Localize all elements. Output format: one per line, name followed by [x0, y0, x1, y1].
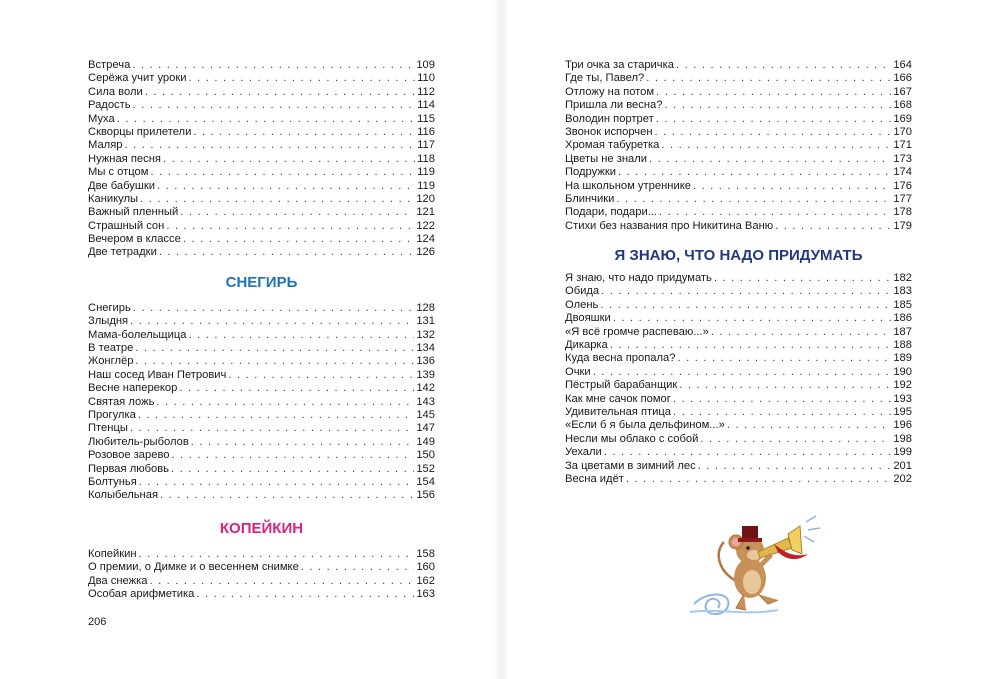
toc-leader-dots: [193, 126, 415, 139]
toc-leader-dots: [149, 575, 414, 588]
toc-entry-title: Цветы не знали: [565, 152, 648, 165]
toc-entry-title: Пришла ли весна?: [565, 99, 663, 112]
toc-entry-title: Копейкин: [88, 547, 137, 560]
toc-entry-title: Важный пленный: [88, 206, 179, 219]
toc-entry-page: 147: [416, 422, 435, 435]
toc-leader-dots: [138, 409, 415, 422]
toc-leader-dots: [626, 473, 891, 486]
toc-leader-dots: [157, 180, 415, 193]
toc-leader-dots: [649, 153, 891, 166]
toc-entry-title: Прогулка: [88, 408, 136, 421]
toc-entry-page: 167: [893, 85, 912, 98]
toc-entry-title: Сила воли: [88, 85, 143, 98]
toc-leader-dots: [166, 220, 414, 233]
toc-leader-dots: [700, 433, 891, 446]
toc-entry-page: 183: [893, 285, 912, 298]
toc-entry-title: Блинчики: [565, 192, 615, 205]
toc-entry: [88, 315, 435, 328]
toc-entry-title: Мы с отцом: [88, 166, 149, 179]
toc-entry: [88, 449, 435, 462]
toc-entry-page: 116: [417, 125, 435, 138]
toc-entry: [88, 355, 435, 368]
toc-entry-title: В театре: [88, 342, 134, 355]
toc-entry-title: Маляр: [88, 139, 123, 152]
toc-entry-page: 152: [416, 462, 435, 475]
toc-entry: [565, 299, 912, 312]
toc-entry-page: 128: [416, 301, 435, 314]
toc-entry-title: Обида: [565, 285, 600, 298]
toc-entry-title: Злыдня: [88, 315, 129, 328]
toc-entry: [88, 575, 435, 588]
section-heading-snegir: СНЕГИРЬ: [225, 273, 298, 291]
toc-leader-dots: [196, 588, 414, 601]
toc-list-right-2: [565, 272, 912, 486]
toc-leader-dots: [618, 166, 891, 179]
toc-leader-dots: [132, 59, 414, 72]
toc-entry-title: Святая ложь: [88, 395, 155, 408]
toc-entry-title: Нужная песня: [88, 152, 161, 165]
toc-entry-page: 122: [416, 219, 435, 232]
toc-entry: [565, 406, 912, 419]
toc-entry-title: На школьном утреннике: [565, 179, 691, 192]
toc-entry-page: 198: [893, 432, 912, 445]
toc-entry-title: Особая арифметика: [88, 587, 195, 600]
toc-entry-title: Как мне сачок помог: [565, 392, 671, 405]
toc-entry: [565, 393, 912, 406]
toc-entry-page: 164: [893, 59, 912, 71]
toc-leader-dots: [646, 72, 891, 85]
toc-entry-title: Володин портрет: [565, 112, 654, 125]
toc-entry: [88, 342, 435, 355]
toc-entry-page: 121: [416, 206, 435, 219]
toc-entry-page: 174: [893, 166, 912, 179]
toc-entry-page: 114: [417, 99, 435, 112]
toc-entry-page: 163: [416, 587, 435, 600]
toc-entry-page: 193: [893, 392, 912, 405]
toc-leader-dots: [135, 355, 414, 368]
toc-leader-dots: [665, 99, 892, 112]
toc-entry: [565, 220, 912, 233]
toc-leader-dots: [678, 352, 892, 365]
toc-leader-dots: [610, 339, 892, 352]
toc-entry: [565, 59, 912, 72]
toc-entry: [88, 99, 435, 112]
toc-leader-dots: [139, 476, 415, 489]
toc-entry-page: 139: [416, 368, 435, 381]
toc-list-right-1: [565, 59, 912, 233]
toc-leader-dots: [659, 206, 891, 219]
toc-leader-dots: [139, 548, 415, 561]
toc-leader-dots: [163, 153, 415, 166]
toc-entry: [88, 409, 435, 422]
toc-entry: [88, 233, 435, 246]
toc-leader-dots: [160, 489, 414, 502]
toc-entry: [88, 206, 435, 219]
toc-entry-title: Первая любовь: [88, 462, 170, 475]
toc-entry: [565, 433, 912, 446]
toc-entry: [565, 139, 912, 152]
toc-entry-title: Болтунья: [88, 475, 137, 488]
toc-entry-page: 190: [893, 365, 912, 378]
toc-entry-page: 192: [893, 379, 912, 392]
toc-entry-page: 154: [416, 475, 435, 488]
toc-entry-title: Олень: [565, 298, 599, 311]
toc-entry: [565, 326, 912, 339]
toc-entry: [88, 436, 435, 449]
toc-entry: [565, 126, 912, 139]
toc-leader-dots: [191, 436, 415, 449]
toc-leader-dots: [130, 315, 414, 328]
toc-entry-title: Весне наперекор: [88, 382, 178, 395]
section-heading-kopeikin: КОПЕЙКИН: [219, 519, 304, 537]
toc-entry-title: Серёжа учит уроки: [88, 72, 187, 85]
toc-leader-dots: [613, 312, 892, 325]
toc-entry-page: 118: [417, 152, 435, 165]
toc-entry-page: 119: [417, 166, 435, 179]
toc-entry: [565, 180, 912, 193]
toc-leader-dots: [145, 86, 415, 99]
toc-leader-dots: [133, 302, 414, 315]
toc-entry-page: 166: [893, 72, 912, 85]
toc-entry-page: 171: [893, 139, 912, 152]
toc-entry: [565, 193, 912, 206]
toc-entry-title: Страшный сон: [88, 219, 165, 232]
toc-entry: [565, 153, 912, 166]
toc-entry: [565, 99, 912, 112]
toc-entry: [565, 419, 912, 432]
toc-entry: [565, 312, 912, 325]
toc-entry: [88, 180, 435, 193]
toc-entry-title: Подари, подари...: [565, 206, 658, 219]
toc-leader-dots: [171, 463, 414, 476]
toc-entry-title: Очки: [565, 365, 591, 378]
toc-entry-title: Две тетрадки: [88, 246, 157, 259]
toc-entry-page: 131: [416, 315, 435, 328]
toc-leader-dots: [661, 139, 891, 152]
toc-entry: [88, 422, 435, 435]
toc-entry-page: 169: [893, 112, 912, 125]
toc-entry-page: 201: [893, 459, 912, 472]
toc-entry-title: Где ты, Павел?: [565, 72, 645, 85]
toc-entry-title: «Если б я была дельфином...»: [565, 419, 725, 432]
toc-list-left-2: [88, 302, 435, 503]
toc-entry: [88, 193, 435, 206]
toc-entry-page: 109: [416, 59, 435, 71]
toc-entry-page: 120: [416, 192, 435, 205]
toc-entry-title: Уехали: [565, 446, 602, 459]
toc-leader-dots: [676, 59, 891, 72]
toc-entry-title: Скворцы прилетели: [88, 125, 192, 138]
toc-entry-page: 132: [416, 328, 435, 341]
toc-entry: [565, 473, 912, 486]
toc-entry: [88, 561, 435, 574]
toc-entry-page: 150: [416, 449, 435, 462]
right-page-toc: [565, 59, 912, 486]
toc-entry: [88, 463, 435, 476]
toc-entry-page: 162: [416, 574, 435, 587]
toc-entry: [88, 126, 435, 139]
toc-entry: [88, 369, 435, 382]
toc-entry-title: Птенцы: [88, 422, 128, 435]
toc-entry-page: 160: [416, 561, 435, 574]
toc-leader-dots: [172, 449, 415, 462]
toc-entry-page: 185: [893, 298, 912, 311]
toc-entry-title: Снегирь: [88, 301, 131, 314]
toc-leader-dots: [616, 193, 891, 206]
toc-entry: [565, 352, 912, 365]
toc-leader-dots: [656, 86, 891, 99]
toc-leader-dots: [180, 206, 414, 219]
toc-entry-page: 202: [893, 472, 912, 485]
toc-leader-dots: [655, 126, 892, 139]
toc-list-left-3: [88, 548, 435, 602]
toc-entry-page: 170: [893, 125, 912, 138]
toc-entry-title: Мама-болельщица: [88, 328, 187, 341]
toc-entry-title: Встреча: [88, 59, 131, 71]
toc-entry: [565, 72, 912, 85]
toc-entry: [88, 396, 435, 409]
toc-entry-page: 176: [893, 179, 912, 192]
toc-entry-title: Два снежка: [88, 574, 148, 587]
toc-entry: [565, 285, 912, 298]
toc-entry: [88, 113, 435, 126]
toc-entry-page: 196: [893, 419, 912, 432]
toc-entry: [565, 446, 912, 459]
toc-entry-title: О премии, о Димке и о весеннем снимке: [88, 561, 299, 574]
toc-entry-title: За цветами в зимний лес: [565, 459, 696, 472]
toc-leader-dots: [183, 233, 414, 246]
book-spine-shadow: [492, 0, 510, 679]
toc-entry-page: 119: [417, 179, 435, 192]
toc-entry-title: Двояшки: [565, 312, 611, 325]
toc-entry: [88, 220, 435, 233]
toc-entry-page: 177: [893, 192, 912, 205]
toc-leader-dots: [156, 396, 414, 409]
toc-entry: [565, 460, 912, 473]
toc-entry-page: 149: [416, 435, 435, 448]
toc-leader-dots: [140, 193, 414, 206]
toc-leader-dots: [693, 180, 891, 193]
toc-entry-page: 143: [416, 395, 435, 408]
toc-entry-title: Подружки: [565, 166, 616, 179]
toc-leader-dots: [711, 326, 892, 339]
toc-entry-title: Любитель-рыболов: [88, 435, 189, 448]
toc-leader-dots: [150, 166, 415, 179]
toc-entry: [88, 329, 435, 342]
left-page-toc: [88, 59, 435, 601]
toc-entry-page: 188: [893, 339, 912, 352]
toc-entry-page: 142: [416, 382, 435, 395]
toc-entry-page: 173: [893, 152, 912, 165]
toc-leader-dots: [727, 419, 891, 432]
toc-entry-title: Наш сосед Иван Петрович: [88, 368, 227, 381]
toc-entry-title: Стихи без названия про Никитина Ваню: [565, 219, 774, 232]
toc-entry-title: Весна идёт: [565, 472, 624, 485]
toc-leader-dots: [593, 366, 892, 379]
toc-leader-dots: [130, 422, 414, 435]
toc-entry-page: 110: [417, 72, 435, 85]
toc-leader-dots: [189, 329, 415, 342]
toc-entry: [565, 86, 912, 99]
toc-entry: [565, 379, 912, 392]
page-number: 206: [88, 616, 107, 628]
toc-entry-page: 124: [416, 233, 435, 246]
section-heading-ya-znayu: Я ЗНАЮ, ЧТО НАДО ПРИДУМАТЬ: [614, 247, 863, 265]
toc-entry-title: Отложу на потом: [565, 85, 655, 98]
toc-entry-title: Вечером в классе: [88, 233, 181, 246]
toc-entry: [88, 246, 435, 259]
toc-leader-dots: [698, 460, 892, 473]
toc-entry-title: Розовое зарево: [88, 449, 170, 462]
toc-entry-title: Две бабушки: [88, 179, 155, 192]
toc-entry: [565, 272, 912, 285]
toc-entry: [565, 339, 912, 352]
toc-leader-dots: [604, 446, 892, 459]
toc-entry: [88, 59, 435, 72]
toc-entry: [565, 113, 912, 126]
toc-entry: [88, 489, 435, 502]
toc-leader-dots: [679, 379, 891, 392]
toc-entry: [88, 476, 435, 489]
toc-leader-dots: [601, 285, 891, 298]
toc-entry: [565, 366, 912, 379]
toc-entry-page: 145: [416, 408, 435, 421]
toc-leader-dots: [228, 369, 414, 382]
toc-entry: [88, 548, 435, 561]
toc-entry-title: Куда весна пропала?: [565, 352, 676, 365]
toc-entry-page: 136: [416, 355, 435, 368]
toc-leader-dots: [135, 342, 414, 355]
toc-entry-page: 126: [416, 246, 435, 259]
toc-entry-title: Колыбельная: [88, 489, 159, 502]
toc-entry-page: 199: [893, 446, 912, 459]
toc-entry-page: 186: [893, 312, 912, 325]
toc-entry-page: 134: [416, 342, 435, 355]
toc-leader-dots: [600, 299, 891, 312]
toc-entry-page: 156: [416, 489, 435, 502]
toc-list-left-1: [88, 59, 435, 260]
toc-entry: [565, 166, 912, 179]
toc-entry: [88, 86, 435, 99]
toc-entry-title: Дикарка: [565, 339, 608, 352]
toc-entry-page: 195: [893, 405, 912, 418]
toc-leader-dots: [159, 246, 415, 259]
toc-entry: [88, 166, 435, 179]
toc-entry-title: Радость: [88, 99, 131, 112]
toc-leader-dots: [301, 561, 415, 574]
toc-leader-dots: [714, 272, 891, 285]
toc-leader-dots: [189, 72, 416, 85]
toc-leader-dots: [673, 406, 891, 419]
toc-leader-dots: [117, 113, 415, 126]
toc-entry: [88, 72, 435, 85]
toc-leader-dots: [673, 393, 891, 406]
mouse-with-trumpet-icon: [688, 512, 822, 622]
toc-leader-dots: [124, 139, 415, 152]
toc-entry-title: Жонглёр: [88, 355, 134, 368]
toc-entry-title: Пёстрый барабанщик: [565, 379, 678, 392]
toc-entry-page: 158: [416, 547, 435, 560]
toc-leader-dots: [179, 382, 414, 395]
toc-entry: [88, 153, 435, 166]
toc-entry-page: 189: [893, 352, 912, 365]
toc-entry-page: 179: [893, 219, 912, 232]
toc-leader-dots: [133, 99, 416, 112]
toc-leader-dots: [775, 220, 891, 233]
toc-entry-title: Хромая табуретка: [565, 139, 660, 152]
toc-entry-page: 187: [893, 325, 912, 338]
toc-entry-page: 112: [417, 85, 435, 98]
toc-entry-title: Звонок испорчен: [565, 125, 653, 138]
toc-entry: [88, 382, 435, 395]
toc-entry-title: Несли мы облако с собой: [565, 432, 699, 445]
toc-entry-page: 117: [417, 139, 435, 152]
toc-leader-dots: [656, 113, 892, 126]
toc-entry-title: Муха: [88, 112, 115, 125]
toc-entry-title: «Я всё громче распеваю...»: [565, 325, 709, 338]
toc-entry-page: 115: [417, 112, 435, 125]
toc-entry-page: 168: [893, 99, 912, 112]
toc-entry-title: Я знаю, что надо придумать: [565, 272, 712, 285]
toc-entry: [565, 206, 912, 219]
toc-entry-title: Каникулы: [88, 192, 139, 205]
toc-entry: [88, 588, 435, 601]
toc-entry-title: Удивительная птица: [565, 405, 672, 418]
toc-entry-title: Три очка за старичка: [565, 59, 674, 71]
toc-entry-page: 182: [893, 272, 912, 285]
toc-entry-page: 178: [893, 206, 912, 219]
toc-entry: [88, 139, 435, 152]
toc-entry: [88, 302, 435, 315]
